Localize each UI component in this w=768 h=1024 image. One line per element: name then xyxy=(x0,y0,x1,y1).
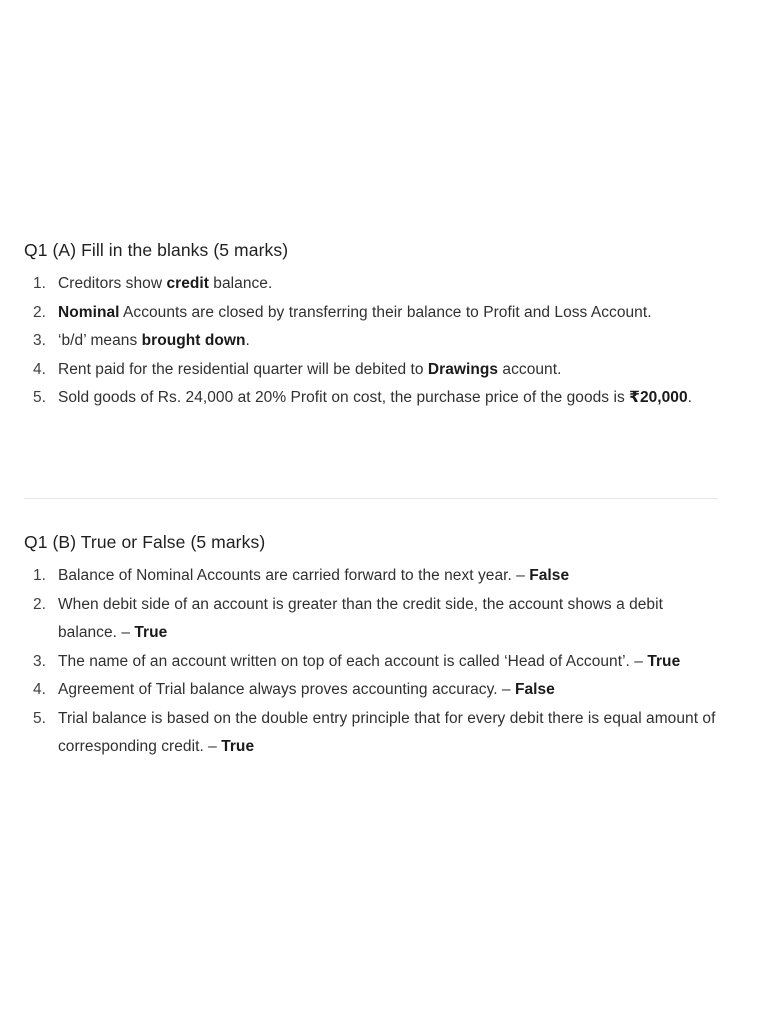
item-text: When debit side of an account is greater than the credit side, the account shows a debit balance. – True xyxy=(58,595,663,641)
item-number: 4. xyxy=(33,360,47,378)
section-b-title: Q1 (B) True or False (5 marks) xyxy=(24,532,266,552)
list-item xyxy=(24,270,724,299)
list-item xyxy=(24,356,724,385)
answer: Drawings xyxy=(427,360,499,378)
section-divider xyxy=(24,498,718,499)
list-item xyxy=(24,648,724,677)
section-b-list xyxy=(24,562,724,762)
item-text: Agreement of Trial balance always proves accounting accuracy. – False xyxy=(58,681,555,698)
item-text: The name of an account written on top of each account is called ‘Head of Account’. – True xyxy=(58,652,681,670)
item-number: 5. xyxy=(33,709,47,727)
answer: False xyxy=(514,681,555,698)
item-text: Sold goods of Rs. 24,000 at 20% Profit on cost, the purchase price of the goods is ₹20,000. xyxy=(58,389,693,406)
item-text: Creditors show credit balance. xyxy=(58,275,273,292)
item-number: 5. xyxy=(33,389,47,406)
list-item xyxy=(24,562,724,591)
item-text: Rent paid for the residential quarter will be debited to Drawings account. xyxy=(58,360,562,378)
item-number: 2. xyxy=(33,595,47,613)
section-fill-in-the-blanks xyxy=(24,238,724,413)
answer: True xyxy=(134,624,168,641)
item-text: Trial balance is based on the double entry principle that for every debit there is equal amount of corresponding credit. – True xyxy=(58,709,716,755)
answer: brought down xyxy=(141,332,246,349)
answer: True xyxy=(221,738,255,755)
list-item xyxy=(24,327,724,356)
answer: Nominal xyxy=(58,303,120,321)
list-item xyxy=(24,384,724,413)
answer: ₹20,000 xyxy=(629,389,688,406)
item-number: 2. xyxy=(33,303,47,321)
answer: False xyxy=(529,567,570,584)
item-number: 4. xyxy=(33,681,47,698)
list-item xyxy=(24,591,724,648)
section-true-or-false xyxy=(24,530,724,762)
item-text: Nominal Accounts are closed by transferring their balance to Profit and Loss Account. xyxy=(58,303,652,321)
item-text: Balance of Nominal Accounts are carried forward to the next year. – False xyxy=(58,567,570,584)
answer: credit xyxy=(166,275,209,292)
section-a-title: Q1 (A) Fill in the blanks (5 marks) xyxy=(24,240,289,260)
item-number: 1. xyxy=(33,567,47,584)
section-a-list xyxy=(24,270,724,413)
list-item xyxy=(24,705,724,762)
answer: True xyxy=(647,652,681,670)
item-number: 3. xyxy=(33,332,47,349)
item-text: ‘b/d’ means brought down. xyxy=(58,332,250,349)
list-item xyxy=(24,299,724,328)
item-number: 1. xyxy=(33,275,47,292)
item-number: 3. xyxy=(33,652,47,670)
list-item xyxy=(24,676,724,705)
